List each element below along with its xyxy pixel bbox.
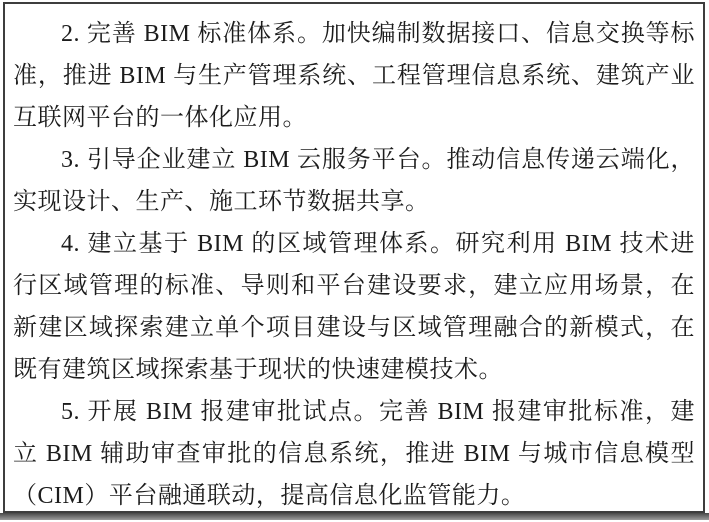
bottom-edge-bar — [0, 513, 709, 520]
paragraph-item-2: 2. 完善 BIM 标准体系。加快编制数据接口、信息交换等标准，推进 BIM 与生产管理系统、工程管理信息系统、建筑产业互联网平台的一体化应用。 — [13, 21, 695, 131]
paragraph-item-5: 5. 开展 BIM 报建审批试点。完善 BIM 报建审批标准，建立 BIM 辅助审查审批的信息系统，推进 BIM 与城市信息模型（CIM）平台融通联动，提高信息化监管能力。 — [13, 399, 695, 509]
paragraph-item-3: 3. 引导企业建立 BIM 云服务平台。推动信息传递云端化，实现设计、生产、施工环节数据共享。 — [13, 147, 695, 215]
paragraph-item-4: 4. 建立基于 BIM 的区域管理体系。研究利用 BIM 技术进行区域管理的标准、导则和平台建设要求，建立应用场景，在新建区域探索建立单个项目建设与区域管理融合的新模式，在既有建筑区域探索基于现状的快速建模技术。 — [13, 231, 695, 383]
document-text-frame — [3, 2, 705, 513]
